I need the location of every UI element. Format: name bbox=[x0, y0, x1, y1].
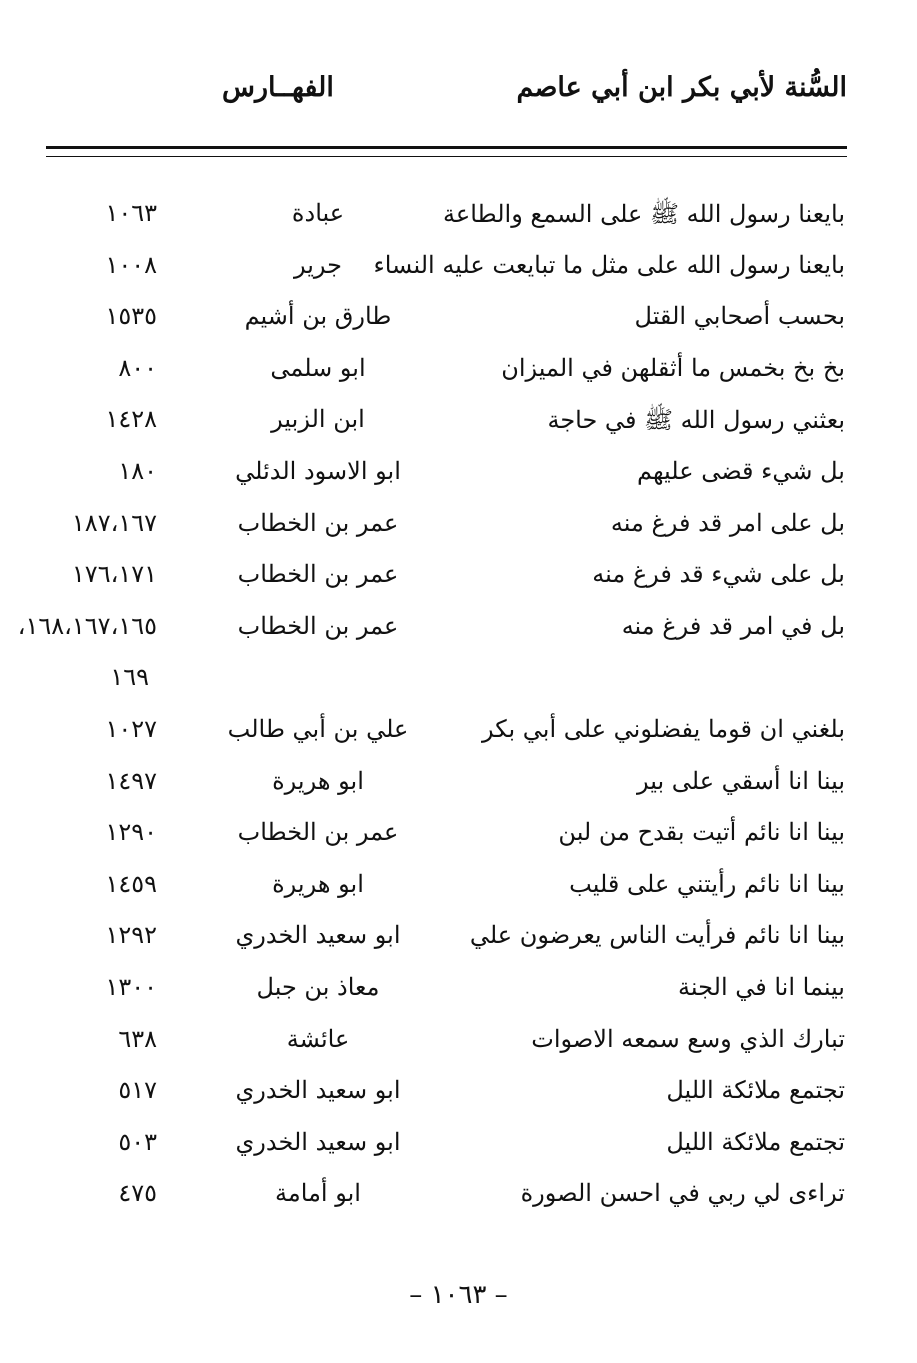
narrator: علي بن أبي طالب bbox=[227, 714, 409, 743]
narrator: عمر بن الخطاب bbox=[237, 818, 399, 847]
hadith-refs: ٥٠٣ bbox=[118, 1127, 157, 1156]
narrator: ابو الاسود الدئلي bbox=[235, 456, 401, 485]
book-title: السُّنة لأبي بكر ابن أبي عاصم bbox=[516, 72, 847, 103]
index-list bbox=[0, 195, 917, 1227]
hadith-refs: ١٠٢٧ bbox=[105, 714, 157, 743]
index-row bbox=[0, 608, 917, 660]
hadith-incipit: بينا انا أسقي على بير bbox=[636, 766, 845, 795]
index-row bbox=[0, 1175, 917, 1227]
narrator: ابو هريرة bbox=[272, 869, 364, 898]
hadith-refs: ١٤٢٨ bbox=[105, 405, 157, 434]
hadith-refs: ٨٠٠ bbox=[118, 353, 157, 382]
hadith-refs: ٤٧٥ bbox=[118, 1179, 157, 1208]
narrator: عمر بن الخطاب bbox=[237, 611, 399, 640]
index-row bbox=[0, 401, 917, 453]
hadith-refs: ٥١٧ bbox=[118, 1076, 157, 1105]
hadith-refs: ١٠٦٣ bbox=[105, 199, 157, 227]
index-row bbox=[0, 505, 917, 557]
hadith-refs: ١٤٥٩ bbox=[105, 869, 157, 898]
index-row bbox=[0, 711, 917, 763]
hadith-incipit: تبارك الذي وسع سمعه الاصوات bbox=[531, 1024, 845, 1053]
hadith-incipit: بايعنا رسول الله على مثل ما تبايعت عليه النساء bbox=[373, 250, 845, 279]
hadith-incipit: بايعنا رسول الله ﷺ على السمع والطاعة bbox=[443, 200, 845, 228]
index-row bbox=[0, 298, 917, 350]
narrator: معاذ بن جبل bbox=[256, 972, 380, 1001]
hadith-incipit: تجتمع ملائكة الليل bbox=[666, 1076, 845, 1105]
hadith-incipit: بعثني رسول الله ﷺ في حاجة bbox=[547, 406, 845, 435]
index-row bbox=[0, 350, 917, 402]
hadith-refs: ٦٣٨ bbox=[118, 1024, 157, 1053]
page-number: – ١٠٦٣ – bbox=[409, 1280, 508, 1310]
hadith-incipit: بل في امر قد فرغ منه bbox=[621, 611, 845, 640]
index-row bbox=[0, 814, 917, 866]
narrator: ابو هريرة bbox=[272, 766, 364, 795]
narrator: طارق بن أشيم bbox=[244, 302, 392, 331]
narrator: ابو سلمى bbox=[270, 353, 366, 382]
narrator: ابو سعيد الخدري bbox=[235, 921, 401, 950]
narrator: ابو سعيد الخدري bbox=[235, 1127, 401, 1156]
narrator: ابو سعيد الخدري bbox=[235, 1076, 401, 1105]
hadith-refs: ١٨٧،١٦٧ bbox=[71, 508, 157, 537]
index-row bbox=[0, 917, 917, 969]
index-row bbox=[0, 1124, 917, 1176]
narrator: جرير bbox=[294, 250, 342, 279]
hadith-incipit: بينا انا نائم فرأيت الناس يعرضون علي bbox=[469, 921, 845, 950]
hadith-refs: ١٧٦،١٧١ bbox=[71, 560, 157, 589]
hadith-refs: ١٤٩٧ bbox=[105, 766, 157, 795]
hadith-incipit: بخ بخ بخمس ما أثقلهن في الميزان bbox=[501, 353, 845, 382]
hadith-incipit: بلغني ان قوما يفضلوني على أبي بكر bbox=[481, 714, 845, 743]
hadith-incipit: بل شيء قضى عليهم bbox=[637, 456, 845, 485]
narrator: عمر بن الخطاب bbox=[237, 560, 399, 589]
index-row-continuation bbox=[0, 659, 917, 711]
hadith-refs: ١٥٣٥ bbox=[105, 302, 157, 331]
hadith-incipit: تجتمع ملائكة الليل bbox=[666, 1127, 845, 1156]
narrator: عبادة bbox=[291, 199, 345, 227]
index-row bbox=[0, 453, 917, 505]
index-row bbox=[0, 1021, 917, 1073]
hadith-incipit: تراءى لي ربي في احسن الصورة bbox=[520, 1179, 845, 1208]
hadith-incipit: بحسب أصحابي القتل bbox=[634, 302, 845, 331]
index-row bbox=[0, 195, 917, 247]
hadith-incipit: بينما انا في الجنة bbox=[678, 972, 845, 1001]
hadith-refs: ١٠٠٨ bbox=[105, 250, 157, 279]
index-row bbox=[0, 866, 917, 918]
narrator: عائشة bbox=[286, 1024, 350, 1053]
index-row bbox=[0, 763, 917, 815]
hadith-refs: ١٦٨،١٦٧،١٦٥، bbox=[17, 611, 157, 640]
index-row bbox=[0, 247, 917, 299]
index-row bbox=[0, 556, 917, 608]
header-rule-thin bbox=[46, 156, 847, 157]
index-row bbox=[0, 969, 917, 1021]
narrator: ابن الزبير bbox=[271, 405, 365, 434]
index-row bbox=[0, 1072, 917, 1124]
hadith-refs: ١٢٩٢ bbox=[105, 921, 157, 950]
hadith-incipit: بل على شيء قد فرغ منه bbox=[592, 560, 845, 589]
hadith-refs: ١٣٠٠ bbox=[105, 972, 157, 1001]
hadith-incipit: بل على امر قد فرغ منه bbox=[610, 508, 845, 537]
header-rule-thick bbox=[46, 146, 847, 149]
hadith-refs: ١٨٠ bbox=[118, 456, 157, 485]
narrator: عمر بن الخطاب bbox=[237, 508, 399, 537]
narrator: ابو أمامة bbox=[275, 1179, 361, 1208]
section-title: الفهــارس bbox=[222, 72, 334, 103]
hadith-refs: ١٦٩ bbox=[110, 663, 149, 692]
hadith-refs: ١٢٩٠ bbox=[105, 818, 157, 847]
hadith-incipit: بينا انا نائم أتيت بقدح من لبن bbox=[558, 818, 845, 847]
hadith-incipit: بينا انا نائم رأيتني على قليب bbox=[569, 869, 845, 898]
